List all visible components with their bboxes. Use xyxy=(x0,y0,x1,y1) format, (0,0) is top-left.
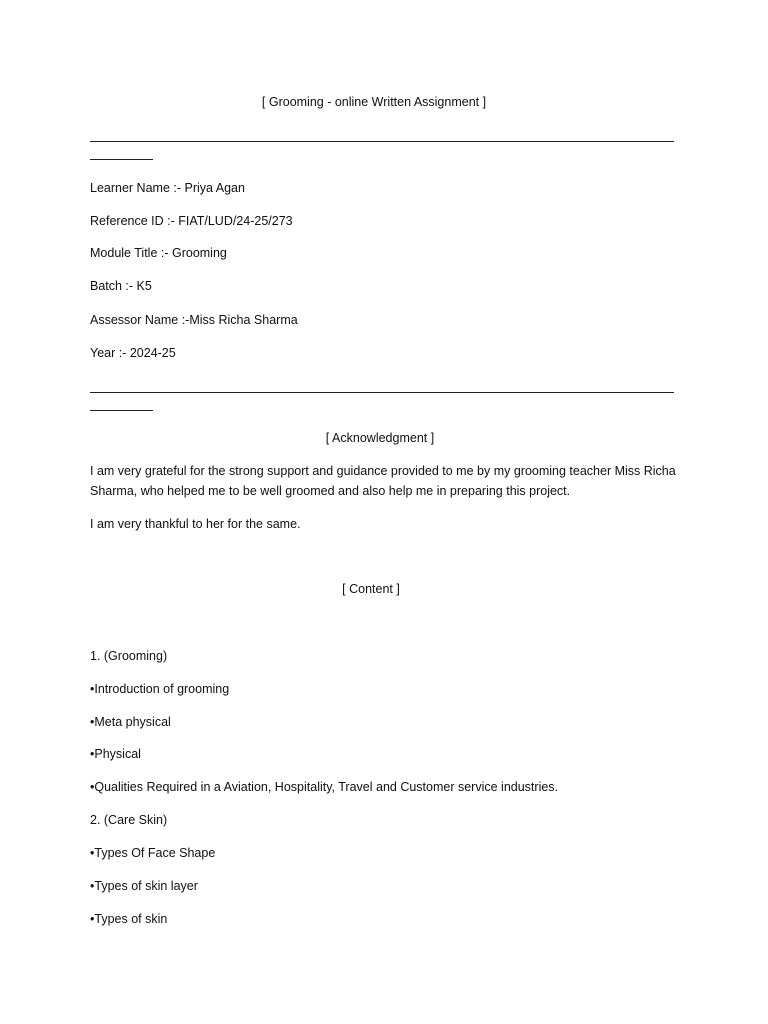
batch: Batch :- K5 xyxy=(90,279,152,293)
content-item: •Qualities Required in a Aviation, Hospitality, Travel and Customer service industries. xyxy=(90,780,559,794)
content-item: •Meta physical xyxy=(90,715,171,729)
assignment-title: [ Grooming - online Written Assignment ] xyxy=(261,95,487,109)
content-item: •Physical xyxy=(90,747,141,761)
content-section-care-skin: 2. (Care Skin) xyxy=(90,813,168,827)
content-item: •Types of skin layer xyxy=(90,879,198,893)
separator-line xyxy=(90,141,674,142)
content-heading: [ Content ] xyxy=(342,582,400,596)
content-item: •Types of skin xyxy=(90,912,168,926)
separator-line xyxy=(90,392,674,393)
content-item: •Introduction of grooming xyxy=(90,682,230,696)
reference-id: Reference ID :- FIAT/LUD/24-25/273 xyxy=(90,214,293,228)
assessor-name: Assessor Name :-Miss Richa Sharma xyxy=(90,313,298,327)
separator-line-tail xyxy=(90,159,153,160)
learner-name: Learner Name :- Priya Agan xyxy=(90,181,245,195)
content-section-grooming: 1. (Grooming) xyxy=(90,649,168,663)
content-item: •Types Of Face Shape xyxy=(90,846,216,860)
acknowledgment-thanks: I am very thankful to her for the same. xyxy=(90,517,301,531)
acknowledgment-paragraph: I am very grateful for the strong support and guidance provided to me by my grooming teacher Miss Richa Sharma, who helped me to be well groomed and also help me in preparing this project. xyxy=(90,464,676,498)
module-title: Module Title :- Grooming xyxy=(90,246,227,260)
separator-line-tail xyxy=(90,410,153,411)
acknowledgment-heading: [ Acknowledgment ] xyxy=(325,431,435,445)
year: Year :- 2024-25 xyxy=(90,346,176,360)
